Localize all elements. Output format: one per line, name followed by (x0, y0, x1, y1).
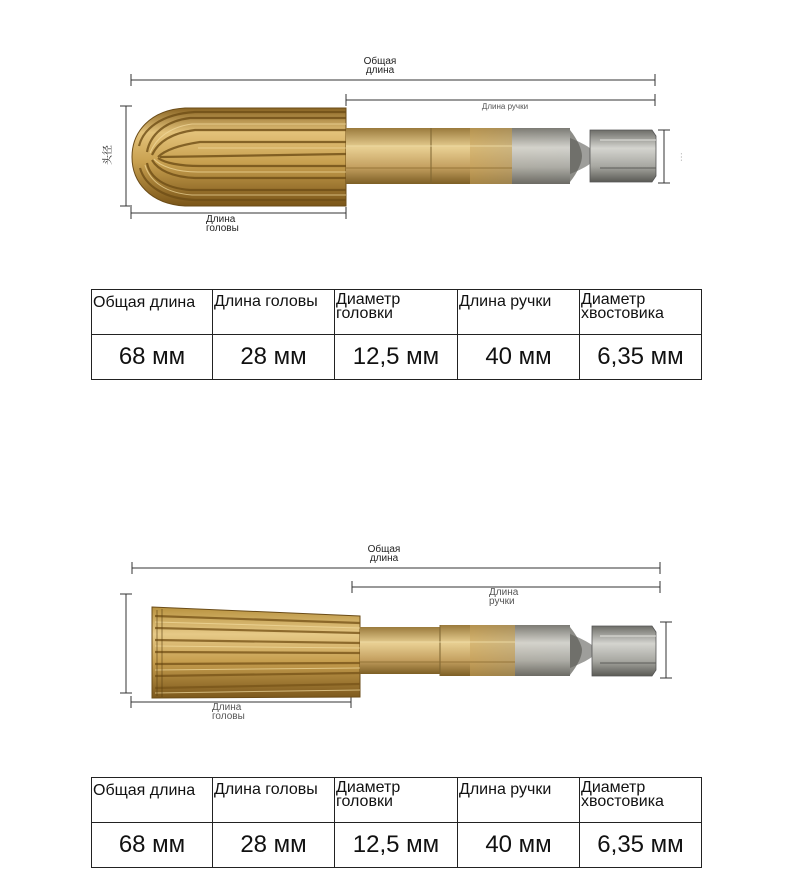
burr-diagram-2 (0, 500, 790, 740)
label-total-length-2: Общая длина (367, 544, 401, 564)
header-head-diameter: Диаметр головки (335, 290, 458, 335)
burr-head-1 (132, 108, 346, 206)
value-handle-length: 40 мм (458, 823, 580, 868)
label-handle-length-1: Длина ручки (481, 102, 529, 111)
burr-head-2 (152, 607, 360, 698)
spec-table-1 (91, 289, 702, 380)
value-shank-diameter: 6,35 мм (580, 335, 702, 380)
label-handle-length-2: Длина ручки (489, 587, 519, 607)
header-head-length: Длина головы (213, 290, 335, 335)
table-row (92, 335, 702, 380)
value-shank-diameter: 6,35 мм (580, 823, 702, 868)
burr-shank-1 (346, 128, 656, 184)
burr-drawing-2 (0, 500, 790, 740)
header-shank-diameter: Диаметр хвостовика (580, 290, 702, 335)
label-head-diameter-1: 头径 (103, 145, 114, 165)
burr-shank-2 (360, 625, 656, 676)
value-head-length: 28 мм (213, 335, 335, 380)
table-row (92, 823, 702, 868)
header-total-length: Общая длина (92, 290, 213, 335)
table-header-row (92, 778, 702, 823)
header-handle-length: Длина ручки (458, 778, 580, 823)
value-total-length: 68 мм (92, 823, 213, 868)
table-header-row (92, 290, 702, 335)
value-total-length: 68 мм (92, 335, 213, 380)
header-total-length: Общая длина (92, 778, 213, 823)
spec-table-2 (91, 777, 702, 868)
label-head-length-2: Длина головы (212, 702, 245, 722)
header-shank-diameter: Диаметр хвостовика (580, 778, 702, 823)
burr-diagram-1 (0, 0, 790, 240)
header-head-length: Длина головы (213, 778, 335, 823)
value-head-length: 28 мм (213, 823, 335, 868)
label-head-length-1: Длина головы (206, 214, 239, 234)
value-head-diameter: 12,5 мм (335, 335, 458, 380)
value-handle-length: 40 мм (458, 335, 580, 380)
header-handle-length: Длина ручки (458, 290, 580, 335)
burr-drawing-1 (0, 0, 790, 240)
label-shank-diameter-1: … (674, 152, 685, 162)
label-total-length-1: Общая длина (363, 56, 397, 76)
value-head-diameter: 12,5 мм (335, 823, 458, 868)
header-head-diameter: Диаметр головки (335, 778, 458, 823)
